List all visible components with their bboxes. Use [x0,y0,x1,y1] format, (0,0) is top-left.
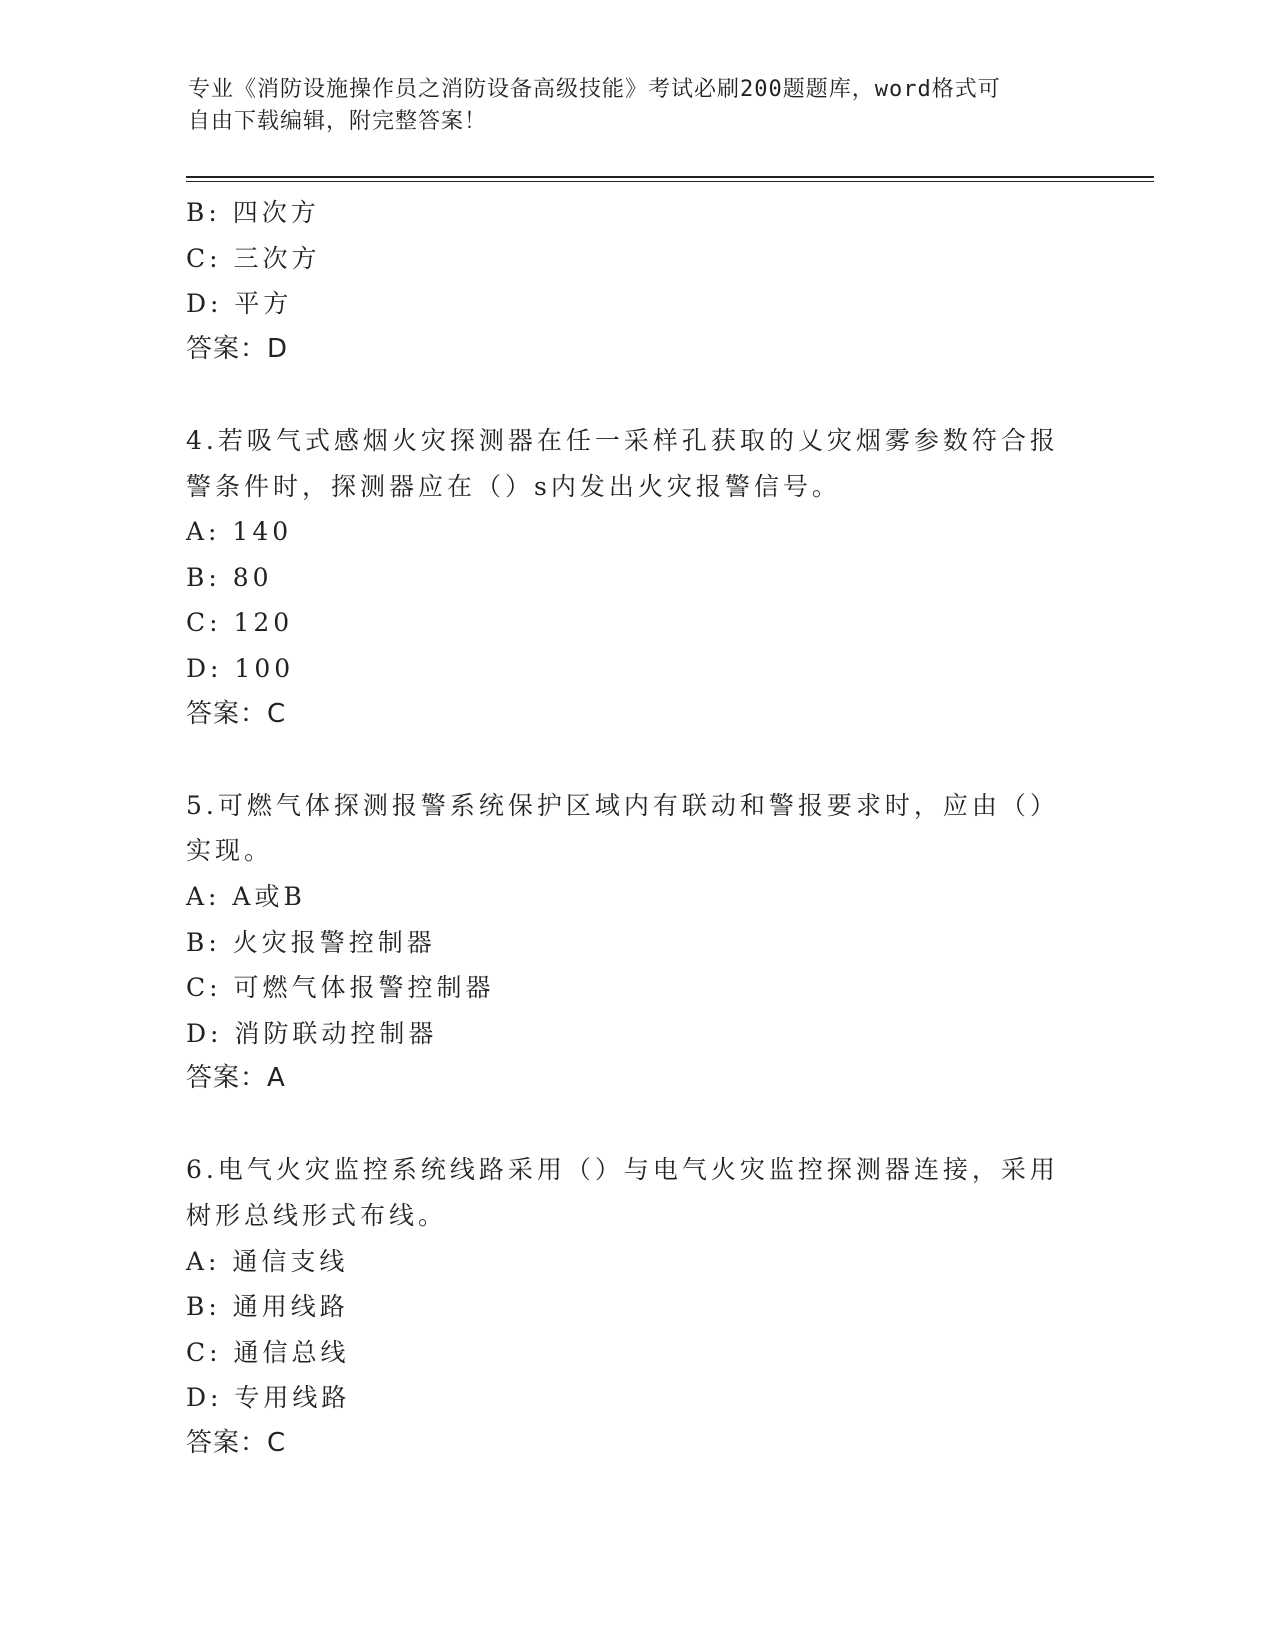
spacer [186,372,1076,418]
option-c: C: 可燃气体报警控制器 [186,973,495,1003]
answer-line: 答案：D [186,333,289,364]
question-stem-line-1: 5.可燃气体探测报警系统保护区域内有联动和警报要求时，应由（） [186,790,1059,820]
option-d: D: 平方 [186,289,293,319]
header-title-line-2: 自由下载编辑，附完整答案！ [188,109,488,134]
question-stem-line-1: 4.若吸气式感烟火灾探测器在任一采样孔获取的乂灾烟雾参数符合报 [186,425,1059,455]
option-d: D: 专用线路 [186,1383,351,1413]
option-d: D: 100 [186,653,295,683]
question-stem-line-2: 警条件时，探测器应在（）s内发出火灾报警信号。 [186,471,841,501]
question-4 [186,418,1076,737]
option-a: A: 140 [186,517,293,547]
option-b: B: 火灾报警控制器 [186,927,436,957]
spacer [186,1102,1076,1148]
header-divider-thick [186,176,1154,178]
answer-line: 答案：C [186,698,287,729]
question-stem-line-2: 树形总线形式布线。 [186,1201,448,1231]
question-stem-line-2: 实现。 [186,836,274,866]
option-c: C: 通信总线 [186,1337,350,1367]
option-a: A: A或B [186,881,306,911]
option-b: B: 80 [186,562,273,592]
answer-line: 答案：A [186,1063,286,1094]
header-divider-thin [186,181,1154,182]
option-a: A: 通信支线 [186,1246,349,1276]
option-c: C: 三次方 [186,243,321,273]
header-title-line-1: 专业《消防设施操作员之消防设备高级技能》考试必刷200题题库，word格式可 [188,77,1001,102]
question-stem-line-1: 6.电气火灾监控系统线路采用（）与电气火灾监控探测器连接，采用 [186,1155,1059,1185]
answer-line: 答案：C [186,1428,287,1459]
document-header [188,74,1068,138]
question-list [186,190,1076,1467]
option-b: B: 四次方 [186,198,320,227]
question-3-tail [186,190,1076,372]
spacer [186,737,1076,783]
question-6 [186,1147,1076,1466]
option-c: C: 120 [186,608,294,638]
option-b: B: 通用线路 [186,1292,349,1322]
option-d: D: 消防联动控制器 [186,1018,438,1048]
question-5 [186,783,1076,1102]
